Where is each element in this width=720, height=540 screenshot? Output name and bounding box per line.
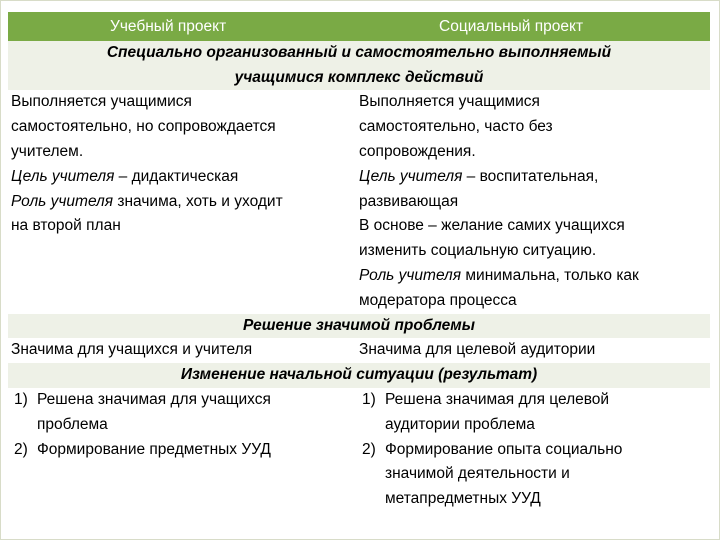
line-text: самостоятельно, но сопровождается xyxy=(11,118,276,136)
text-line xyxy=(359,289,707,314)
text-line xyxy=(11,140,353,165)
numbered-list xyxy=(11,388,353,462)
line-text: – воспитательная, xyxy=(462,167,599,185)
header-social-project: Социальный проект xyxy=(356,12,710,41)
line-text: значима, хоть и уходит xyxy=(113,192,283,210)
italic-term: Цель учителя xyxy=(359,167,463,185)
list-number: 2) xyxy=(14,440,28,458)
list-line: Решена значимая для целевой xyxy=(385,390,610,408)
list-item xyxy=(11,388,353,438)
section1-body-row xyxy=(8,90,710,313)
line-text: самостоятельно, часто без xyxy=(359,118,553,136)
list-line: Формирование опыта социально xyxy=(385,440,623,458)
section2-left-cell: Значима для учащихся и учителя xyxy=(8,338,356,363)
list-number: 2) xyxy=(362,440,376,458)
text-line xyxy=(11,165,353,190)
section1-title xyxy=(8,41,710,91)
text-line xyxy=(359,90,707,115)
section1-left-cell xyxy=(8,90,356,313)
list-number: 1) xyxy=(362,390,376,408)
line-text: сопровождения. xyxy=(359,142,476,160)
numbered-list xyxy=(359,388,707,512)
line-text: учителем. xyxy=(11,142,84,160)
list-line: проблема xyxy=(37,415,108,433)
text-line xyxy=(359,190,707,215)
list-line: аудитории проблема xyxy=(385,415,535,433)
line-text: модератора процесса xyxy=(359,291,517,309)
list-line: Решена значимая для учащихся xyxy=(37,390,271,408)
line-text: развивающая xyxy=(359,192,459,210)
section1-right-cell xyxy=(356,90,710,313)
italic-term: Цель учителя xyxy=(11,167,115,185)
list-item xyxy=(359,388,707,438)
text-line xyxy=(11,115,353,140)
line-text: изменить социальную ситуацию. xyxy=(359,242,597,260)
text-line xyxy=(359,165,707,190)
text-line xyxy=(11,90,353,115)
header-educational-project: Учебный проект xyxy=(8,12,356,41)
list-item xyxy=(359,438,707,512)
comparison-table xyxy=(8,12,710,512)
line-text: Выполняется учащимися xyxy=(11,93,192,111)
line-text: Выполняется учащимися xyxy=(359,93,540,111)
list-item xyxy=(11,438,353,463)
italic-term: Роль учителя xyxy=(11,192,114,210)
section-title-row xyxy=(8,41,710,91)
text-line xyxy=(359,115,707,140)
text-line xyxy=(359,214,707,239)
section2-body-row xyxy=(8,338,710,363)
line-text: В основе – желание самих учащихся xyxy=(359,217,625,235)
section2-title: Решение значимой проблемы xyxy=(8,314,710,339)
text-line xyxy=(359,140,707,165)
section1-title-line-1: Специально организованный и самостоятельно выполняемый xyxy=(106,43,612,61)
table-header-row xyxy=(8,12,710,41)
text-line xyxy=(11,190,353,215)
list-number: 1) xyxy=(14,390,28,408)
section1-title-line-2: учащимися комплекс действий xyxy=(234,68,484,86)
list-line: значимой деятельности и xyxy=(385,465,570,483)
italic-term: Роль учителя xyxy=(359,266,462,284)
line-text: – дидактическая xyxy=(114,167,239,185)
section3-left-cell xyxy=(8,388,356,512)
text-line xyxy=(11,214,353,239)
section3-body-row xyxy=(8,388,710,512)
line-text: минимальна, только как xyxy=(461,266,639,284)
list-line: метапредметных УУД xyxy=(385,490,541,508)
section2-right-cell: Значима для целевой аудитории xyxy=(356,338,710,363)
section-title-row xyxy=(8,363,710,388)
text-line xyxy=(359,239,707,264)
text-line xyxy=(359,264,707,289)
line-text: на второй план xyxy=(11,217,121,235)
section3-title: Изменение начальной ситуации (результат) xyxy=(8,363,710,388)
section3-right-cell xyxy=(356,388,710,512)
list-line: Формирование предметных УУД xyxy=(37,440,271,458)
section-title-row xyxy=(8,314,710,339)
